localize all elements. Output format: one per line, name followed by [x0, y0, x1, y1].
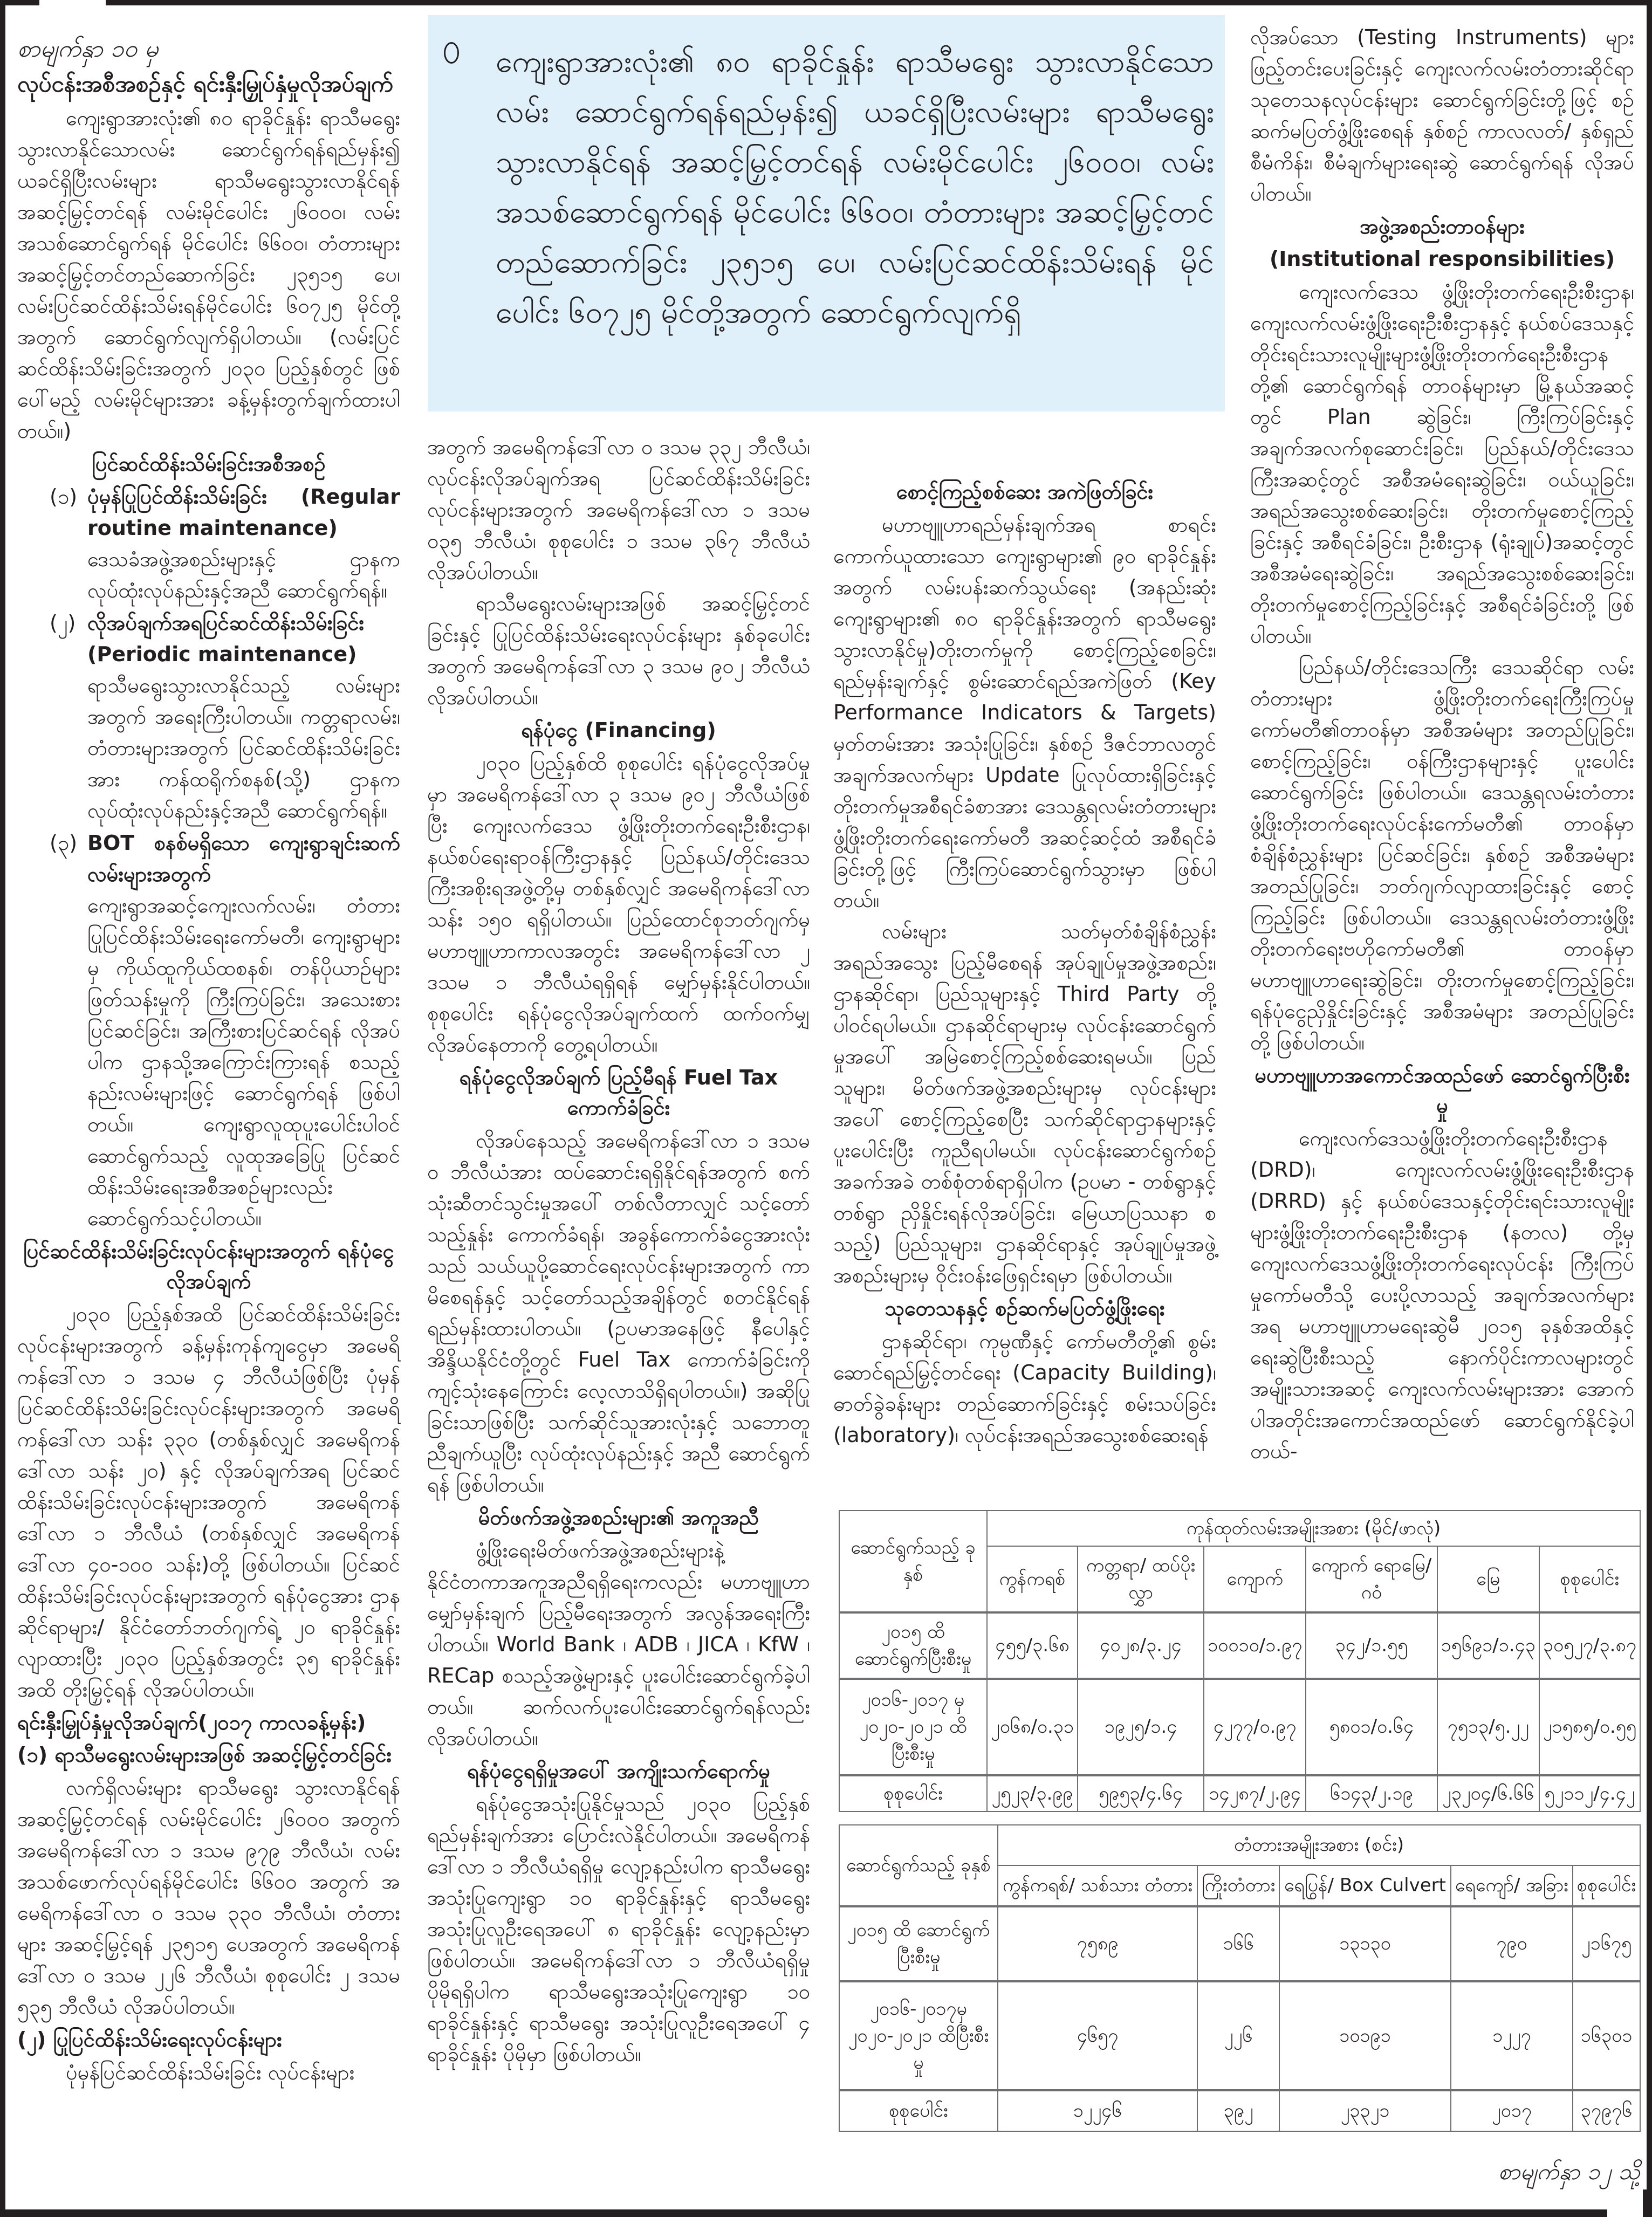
table-cell: ၄၂၇၇/၀.၉၇ [1204, 1679, 1306, 1775]
table-row-total [839, 1775, 1640, 1811]
column-header: ရေကျော်/ အခြား [1451, 1865, 1573, 1906]
table-cell: ၇၅၈၉ [998, 1906, 1197, 1982]
table-cell: ၁၂၂၄၆ [998, 2090, 1197, 2131]
paragraph: ဖွံ့ဖြိုးရေးမိတ်ဖက်အဖွဲ့အစည်းများနဲ့ နိုင်ငံတကာအကူအညီရရှိရေးကလည်း မဟာဗျူဟာမျှော်မှန်းချက် ပြည့်မီရေးအတွက် အလွန်အရေးကြီးပါတယ်။ World Bank ၊ ADB ၊ JICA ၊ KfW ၊ RECap စသည့်အဖွဲ့များနှင့် ပူးပေါင်းဆောင်ရွက်ခဲ့ပါတယ်။ ဆက်လက်ပူးပေါင်းဆောင်ရွက်ရန်လည်း လိုအပ်ပါတယ်။ [427, 1539, 810, 1750]
table-cell: ၁၅၆၉၁/၁.၄၃ [1437, 1612, 1539, 1679]
paragraph: လိုအပ်သော (Testing Instruments) များ ဖြည့်တင်းပေးခြင်းနှင့် ကျေးလက်လမ်းတံတားဆိုင်ရာ သုတေသနလုပ်ငန်းများ ဆောင်ရွက်ခြင်းတို့ဖြင့် စဉ်ဆက်မပြတ်ဖွံ့ဖြိုးစေရန် နှစ်စဉ် ကာလလတ်/ နှစ်ရှည် စီမံကိန်း၊ စီမံချက်များရေးဆွဲ ဆောင်ရွက်ရန် လိုအပ်ပါတယ်။ [1250, 25, 1634, 205]
table-cell: ၁၂၂၇ [1451, 1981, 1573, 2090]
column-4 [1250, 22, 1634, 1467]
table-cell: ၁၄၂၈၇/၂.၉၄ [1204, 1775, 1306, 1811]
paragraph: ရန်ပုံငွေအသုံးပြုနိုင်မှုသည် ၂၀၃၀ ပြည့်နှစ် ရည်မှန်းချက်အား ပြောင်းလဲနိုင်ပါတယ်။ အမေရိကန်ဒေါ်လာ ၁ ဘီလီယံရရှိမှု လျော့နည်းပါက ရာသီမရွေးအသုံးပြုကျေးရွာ ၁၀ ရာခိုင်နှုန်းနှင့် ရာသီမရွေး အသုံးပြုလူဦးရေအပေါ် ၈ ရာခိုင်နှုန်း လျော့နည်းမှာ ဖြစ်ပါတယ်။ အမေရိကန်ဒေါ်လာ ၁ ဘီလီယံရရှိမှု ပိုမိုရရှိပါက ရာသီမရွေးအသုံးပြုကျေးရွာ ၁၀ ရာခိုင်နှုန်းနှင့် ရာသီမရွေး အသုံးပြုလူဦးရေအပေါ် ၄ ရာခိုင်နှုန်း ပိုမိုမှာ ဖြစ်ပါတယ်။ [427, 1792, 810, 2066]
table-cell: ၂၁၆၇၅ [1573, 1906, 1640, 1982]
table-group-header: ကုန်ထုတ်လမ်းအမျိုးအစား (မိုင်/ဖာလုံ) [987, 1511, 1640, 1546]
section-heading: ပြင်ဆင်ထိန်းသိမ်းခြင်းအစီအစဉ် [92, 452, 326, 476]
section-heading: မိတ်ဖက်အဖွဲ့အစည်းများ၏ အကူအညီ [478, 1506, 759, 1529]
page-frame-top [106, 0, 1652, 5]
list-body: ကျေးရွာအဆင့်ကျေးလက်လမ်း၊ တံတားပြုပြင်ထိန်းသိမ်းရေးကော်မတီ၊ ကျေးရွာများမှ ကိုယ်ထူကိုယ်ထစနစ်၊ တန်ပိုယာဉ်များ ဖြတ်သန်းမှုကို ကြီးကြပ်ခြင်း၊ အသေးစားပြင်ဆင်ခြင်း၊ အကြီးစားပြင်ဆင်ရန် လိုအပ်ပါက ဌာနသို့အကြောင်းကြားရန် စသည့်နည်းလမ်းများဖြင့် ဆောင်ရွက်ရန် ဖြစ်ပါတယ်။ ကျေးရွာလူထုပူးပေါင်းပါဝင်ဆောင်ရွက်သည့် လူထုအခြေပြု ပြင်ဆင်ထိန်းသိမ်းရေးအစီအစဉ်များလည်း ဆောင်ရွက်သင့်ပါတယ်။ [87, 894, 400, 1230]
column-header: စုစုပေါင်း [1573, 1865, 1640, 1906]
table-cell: ၂၂၆ [1197, 1981, 1279, 2090]
column-header: ကွန်ကရစ် [987, 1546, 1078, 1612]
paragraph: ကျေးလက်ဒေသ ဖွံ့ဖြိုးတိုးတက်ရေးဦးစီးဌာန၊ ကျေးလက်လမ်းဖွံ့ဖြိုးရေးဦးစီးဌာနနှင့် နယ်စပ်ဒေသနှင့် တိုင်းရင်းသားလူမျိုးများဖွံ့ဖြိုးတိုးတက်ရေးဦးစီးဌာနတို့၏ ဆောင်ရွက်ရန် တာဝန်များမှာ မြို့နယ်အဆင့်တွင် Plan ဆွဲခြင်း၊ ကြီးကြပ်ခြင်းနှင့် အချက်အလက်စုဆောင်းခြင်း၊ ပြည်နယ်/တိုင်းဒေသကြီးအဆင့်တွင် အစီအမံရေးဆွဲခြင်း၊ ဝယ်ယူခြင်း၊ အရည်အသွေးစစ်ဆေးခြင်း၊ တိုးတက်မှုစောင့်ကြည့်ခြင်းနှင့် အစီရင်ခံခြင်း၊ ဦးစီးဌာန (ရုံးချုပ်)အဆင့်တွင် အစီအမံရေးဆွဲခြင်း၊ အရည်အသွေးစစ်ဆေးခြင်း၊ တိုးတက်မှုစောင့်ကြည့်ခြင်းနှင့် အစီရင်ခံခြင်းတို့ ဖြစ်ပါတယ်။ [1250, 280, 1634, 648]
continued-to-label: စာမျက်နှာ ၁၂ သို့ [1498, 2158, 1640, 2185]
column-2 [427, 431, 810, 2070]
continued-from-label: စာမျက်နှာ ၁၀ မှ [17, 35, 159, 63]
column-header: စုစုပေါင်း [1539, 1546, 1640, 1612]
table-cell: ၃၉၂ [1197, 2090, 1279, 2131]
table-cell: ၆၁၄၃/၂.၁၉ [1306, 1775, 1437, 1811]
paragraph: ၂၀၃၀ ပြည့်နှစ်ထိ စုစုပေါင်း ရန်ပုံငွေလိုအပ်မှုမှာ အမေရိကန်ဒေါ်လာ ၃ ဒသမ ၉၀၂ ဘီလီယံဖြစ်ပြီး ကျေးလက်ဒေသ ဖွံ့ဖြိုးတိုးတက်ရေးဦးစီးဌာန၊ နယ်စပ်ရေးရာဝန်ကြီးဌာနနှင့် ပြည်နယ်/တိုင်းဒေသကြီးအစိုးရအဖွဲ့တို့မှ တစ်နှစ်လျှင် အမေရိကန်ဒေါ်လာ သန်း ၁၅၀ ရရှိပါတယ်။ ပြည်ထောင်စုဘတ်ဂျက်မှ မဟာဗျူဟာကာလအတွင်း အမေရိကန်ဒေါ်လာ ၂ ဒသမ ၁ ဘီလီယံရရှိရန် မျှော်မှန်းနိုင်ပါတယ်။ စုစုပေါင်း ရန်ပုံငွေလိုအပ်ချက်ထက် ထက်ဝက်မျှလိုအပ်နေတာကို တွေ့ရပါတယ်။ [427, 751, 810, 1056]
section-heading: ရန်ပုံငွေလိုအပ်ချက် ပြည့်မီရန် Fuel Tax ကောက်ခံခြင်း [459, 1066, 778, 1120]
row-label: ၂၀၁၅ ထိ ဆောင်ရွက်ပြီးစီးမှု [839, 1906, 998, 1982]
table-row-total [839, 2090, 1640, 2131]
page-frame-bottom [1643, 2189, 1652, 2217]
row-label: ၂၀၁၆-၂၀၁၇မှ ၂၀၂၀-၂၀၂၁ ထိပြီးစီးမှု [839, 1981, 998, 2090]
column-header: ကြိုးတံတား [1197, 1865, 1279, 1906]
table-cell: ၁၉၂၅/၁.၄ [1078, 1679, 1204, 1775]
highlight-box [428, 15, 1225, 411]
table-row [839, 1981, 1640, 2090]
section-heading-english: (Institutional responsibilities) [1269, 247, 1615, 271]
row-label: စုစုပေါင်း [839, 1775, 987, 1811]
column-header: ကွန်ကရစ်/ သစ်သား တံတား [998, 1865, 1197, 1906]
list-number: (၃) [50, 831, 78, 855]
page-frame-right [1647, 0, 1652, 2189]
paragraph: ကျေးရွာအားလုံး၏ ၈၀ ရာခိုင်နှုန်း ရာသီမရွေး သွားလာနိုင်သောလမ်း ဆောင်ရွက်ရန်ရည်မှန်း၍ ယခင်ရှိပြီးလမ်းများ ရာသီမရွေးသွားလာနိုင်ရန် အဆင့်မြှင့်တင်ရန် လမ်းမိုင်ပေါင်း ၂၆၀၀၀၊ လမ်းအသစ်ဆောင်ရွက်ရန် မိုင်ပေါင်း ၆၆၀၀၊ တံတားများ အဆင့်မြှင့်တင်တည်ဆောက်ခြင်း ၂၃၅၁၅ ပေ၊ လမ်းပြင်ဆင်ထိန်းသိမ်းရန်မိုင်ပေါင်း ၆၀၇၂၅ မိုင်တို့အတွက် ဆောင်ရွက်လျက်ရှိပါတယ်။ (လမ်းပြင်ဆင်ထိန်းသိမ်းခြင်းအတွက် ၂၀၃၀ ပြည့်နှစ်တွင် ဖြစ်ပေါ်မည့် လမ်းမိုင်များအား ခန့်မှန်းတွက်ချက်ထားပါတယ်။) [17, 106, 400, 443]
table-cell: ၂၀၆၈/၀.၃၁ [987, 1679, 1078, 1775]
table-cell: ၂၀၁၇ [1451, 2090, 1573, 2131]
column-header: ကတ္တရာ/ ထပ်ပိုးလွှာ [1078, 1546, 1204, 1612]
paragraph: ၂၀၃၀ ပြည့်နှစ်အထိ ပြင်ဆင်ထိန်းသိမ်းခြင်းလုပ်ငန်းများအတွက် ခန့်မှန်းကုန်ကျငွေမှာ အမေရိကန်ဒေါ်လာ ၁ ဒသမ ၄ ဘီလီယံဖြစ်ပြီး ပုံမှန်ပြင်ဆင်ထိန်းသိမ်းခြင်းလုပ်ငန်းများအတွက် အမေရိကန်ဒေါ်လာ သန်း ၃၃၀ (တစ်နှစ်လျှင် အမေရိကန်ဒေါ်လာ သန်း ၂၀) နှင့် လိုအပ်ချက်အရ ပြင်ဆင်ထိန်းသိမ်းခြင်းလုပ်ငန်းများအတွက် အမေရိကန်ဒေါ်လာ ၁ ဘီလီယံ (တစ်နှစ်လျှင် အမေရိကန်ဒေါ်လာ ၄၀-၁၀၀ သန်း)တို့ ဖြစ်ပါတယ်။ ပြင်ဆင်ထိန်းသိမ်းခြင်းလုပ်ငန်းများအတွက် ရန်ပုံငွေအား ဌာနဆိုင်ရာများ/ နိုင်ငံတော်ဘတ်ဂျက်ရဲ့ ၂၀ ရာခိုင်နှုန်း လျာထားပြီး ၂၀၃၀ ပြည့်နှစ်အတွင်း ၃၅ ရာခိုင်နှုန်းအထိ တိုးမြှင့်ရန် လိုအပ်ပါတယ်။ [17, 1302, 400, 1701]
circle-bullet-icon [444, 42, 459, 64]
list-number: (၂) [50, 611, 76, 635]
list-body: ဒေသခံအဖွဲ့အစည်းများနှင့် ဌာနက လုပ်ထုံးလုပ်နည်းနှင့်အညီ ဆောင်ရွက်ရန်။ [87, 547, 400, 602]
table-group-header: တံတားအမျိုးအစား (စင်း) [998, 1825, 1640, 1865]
column-1 [17, 27, 400, 2088]
sub-heading: (၁) ရာသီမရွေးလမ်းများအဖြစ် အဆင့်မြှင့်တင်ခြင်း [17, 1743, 392, 1767]
table-cell: ၂၃၂၀၄/၆.၆၆ [1437, 1775, 1539, 1811]
table-cell: ၇၅၁၃/၅.၂၂ [1437, 1679, 1539, 1775]
table-cell: ၁၀၀၁၀/၁.၉၇ [1204, 1612, 1306, 1679]
list-item [17, 827, 400, 1234]
page-frame-top [0, 0, 39, 5]
table-cell: ၁၆၆ [1197, 1906, 1279, 1982]
list-heading: လိုအပ်ချက်အရပြင်ဆင်ထိန်းသိမ်းခြင်း (Periodic maintenance) [87, 611, 365, 666]
paragraph: ဌာနဆိုင်ရာ၊ ကုမ္ပဏီနှင့် ကော်မတီတို့၏ စွမ်းဆောင်ရည်မြှင့်တင်ရေး (Capacity Building)၊ ဓာတ်ခွဲခန်းများ တည်ဆောက်ခြင်းနှင့် စမ်းသပ်ခြင်း (laboratory)၊ လုပ်ငန်းအရည်အသွေးစစ်ဆေးရန် [833, 1329, 1216, 1447]
table-row [839, 1679, 1640, 1775]
table-cell: ၅၂၁၁၂/၄.၄၂ [1539, 1775, 1640, 1811]
table-cell: ၁၆၃၀၁ [1573, 1981, 1640, 2090]
row-label: ၂၀၁၆-၂၀၁၇ မှ ၂၀၂၀-၂၀၂၁ ထိပြီးစီးမှု [839, 1679, 987, 1775]
section-heading: ရန်ပုံငွေရရှိမှုအပေါ် အကျိုးသက်ရောက်မှု [467, 1759, 770, 1783]
paragraph: အတွက် အမေရိကန်ဒေါ်လာ ၀ ဒသမ ၃၃၂ ဘီလီယံ၊ လုပ်ငန်းလိုအပ်ချက်အရ ပြင်ဆင်ထိန်းသိမ်းခြင်းလုပ်ငန်းများအတွက် အမေရိကန်ဒေါ်လာ ၁ ဒသမ ၀၃၅ ဘီလီယံ၊ စုစုပေါင်း ၁ ဒသမ ၃၆၇ ဘီလီယံ လိုအပ်ပါတယ်။ [427, 435, 810, 584]
column-header: ရေပြွန်/ Box Culvert [1279, 1865, 1450, 1906]
table-cell: ၅၈၀၁/၀.၆၄ [1306, 1679, 1437, 1775]
table-cell: ၂၁၅၈၅/၀.၅၅ [1539, 1679, 1640, 1775]
table-cell: ၂၃၃၂၁ [1279, 2090, 1450, 2131]
table-cell: ၇၉၀ [1451, 1906, 1573, 1982]
section-heading: ရင်းနှီးမြှုပ်နှံမှုလိုအပ်ချက်(၂၀၁၇ ကာလခန့်မှန်း) [17, 1711, 366, 1734]
table-cell: ၃၀၅၂၇/၃.၈၇ [1539, 1612, 1640, 1679]
column-3 [833, 475, 1216, 1451]
section-heading: ပြင်ဆင်ထိန်းသိမ်းခြင်းလုပ်ငန်းများအတွက် ရန်ပုံငွေလိုအပ်ချက် [23, 1239, 394, 1293]
table-cell: ၃၄၂/၁.၅၅ [1306, 1612, 1437, 1679]
table-cell: ၃၇၉၇၆ [1573, 2090, 1640, 2131]
table-cell: ၁၃၁၃၀ [1279, 1906, 1450, 1982]
table-corner-header: ဆောင်ရွက်သည့် ခုနှစ် [839, 1511, 987, 1612]
section-heading: ရန်ပုံငွေ (Financing) [521, 718, 716, 742]
table-row [839, 1612, 1640, 1679]
list-heading: ပုံမှန်ပြုပြင်ထိန်းသိမ်းခြင်း (Regular routine maintenance) [87, 485, 400, 540]
list-item [17, 607, 400, 826]
row-label: ၂၀၁၅ ထိ ဆောင်ရွက်ပြီးစီးမှု [839, 1612, 987, 1679]
table-cell: ၄၅၅/၃.၆၈ [987, 1612, 1078, 1679]
column-header: ကျောက် ရောမြေ/ဂဝံ [1306, 1546, 1437, 1612]
page-frame-left [0, 0, 5, 2217]
roads-table [839, 1510, 1641, 1812]
column-header: ကျောက် [1204, 1546, 1306, 1612]
paragraph: ပြည်နယ်/တိုင်းဒေသကြီး ဒေသဆိုင်ရာ လမ်းတံတားများ ဖွံ့ဖြိုးတိုးတက်ရေးကြီးကြပ်မှု ကော်မတီ၏တာဝန်မှာ အစီအမံများ အတည်ပြုခြင်း၊ စောင့်ကြည့်ခြင်း၊ ဝန်ကြီးဌာနများနှင့် ပူးပေါင်းဆောင်ရွက်ခြင်း ဖြစ်ပါတယ်။ ဒေသန္တရလမ်းတံတား ဖွံ့ဖြိုးတိုးတက်ရေးလုပ်ငန်းကော်မတီ၏ တာဝန်မှာ စံချိန်စံညွှန်းများ ပြင်ဆင်ခြင်း၊ နှစ်စဉ် အစီအမံများ အတည်ပြုခြင်း၊ ဘတ်ဂျက်လျာထားခြင်းနှင့် စောင့်ကြည့်ခြင်း ဖြစ်ပါတယ်။ ဒေသန္တရလမ်းတံတားဖွံ့ဖြိုးတိုးတက်ရေးဗဟိုကော်မတီ၏ တာဝန်မှာ မဟာဗျူဟာရေးဆွဲခြင်း၊ တိုးတက်မှုစောင့်ကြည့်ခြင်း၊ ရန်ပုံငွေညှိနှိုင်းခြင်းနှင့် အစီအမံများ အတည်ပြုခြင်းတို့ ဖြစ်ပါတယ်။ [1250, 655, 1634, 1054]
list-heading: BOT စနစ်မရှိသော ကျေးရွာချင်းဆက် လမ်းများအတွက် [87, 831, 400, 886]
sub-heading: (၂) ပြုပြင်ထိန်းသိမ်းရေးလုပ်ငန်းများ [17, 2028, 282, 2051]
bridges-table [839, 1824, 1641, 2132]
list-item [17, 481, 400, 606]
section-heading: အဖွဲ့အစည်းတာဝန်များ [1360, 215, 1525, 238]
paragraph: ကျေးလက်ဒေသဖွံ့ဖြိုးတိုးတက်ရေးဦးစီးဌာန (DRD)၊ ကျေးလက်လမ်းဖွံ့ဖြိုးရေးဦးစီးဌာန (DRRD) နှင့် နယ်စပ်ဒေသနှင့်တိုင်းရင်းသားလူမျိုးများဖွံ့ဖြိုးတိုးတက်ရေးဦးစီးဌာန (နတလ) တို့မှ ကျေးလက်ဒေသဖွံ့ဖြိုးတိုးတက်ရေးလုပ်ငန်း ကြီးကြပ်မှုကော်မတီသို့ ပေးပို့လာသည့် အချက်အလက်များအရ မဟာဗျူဟာမရေးဆွဲမီ ၂၀၁၅ ခုနှစ်အထိနှင့် ရေးဆွဲပြီးစီးသည့် နောက်ပိုင်းကာလများတွင် အမျိုးသားအဆင့် ကျေးလက်လမ်းများအား အောက်ပါအတိုင်းအကောင်အထည်ဖော် ဆောင်ရွက်နိုင်ခဲ့ပါတယ်- [1250, 1127, 1634, 1463]
table-cell: ၂၅၂၃/၃.၉၉ [987, 1775, 1078, 1811]
paragraph: လိုအပ်နေသည့် အမေရိကန်ဒေါ်လာ ၁ ဒသမ ၀ ဘီလီယံအား ထပ်ဆောင်းရရှိနိုင်ရန်အတွက် စက်သုံးဆီတင်သွင်းမှုအပေါ် တစ်လီတာလျှင် သင့်တော်သည့်နှုန်း ကောက်ခံရန်၊ အခွန်ကောက်ခံငွေအားလုံးသည် သယ်ယူပို့ဆောင်ရေးလုပ်ငန်းများအတွက် ကာမိစေရန်နှင့် သင့်တော်သည့်အချိန်တွင် စတင်နိုင်ရန် ရည်မှန်းထားပါတယ်။ (ဥပမာအနေဖြင့် နီပေါနှင့် အိန္ဒိယနိုင်ငံတို့တွင် Fuel Tax ကောက်ခံခြင်းကို ကျင့်သုံးနေကြောင်း လေ့လာသိရှိရပါတယ်။) အဆိုပြုခြင်းသာဖြစ်ပြီး သက်ဆိုင်သူအားလုံးနှင့် သဘောတူညီချက်ယူပြီး လုပ်ထုံးလုပ်နည်းနှင့် အညီ ဆောင်ရွက်ရန် ဖြစ်ပါတယ်။ [427, 1129, 810, 1497]
list-body: ရာသီမရွေးသွားလာနိုင်သည့် လမ်းများအတွက် အရေးကြီးပါတယ်။ ကတ္တရာလမ်း၊ တံတားများအတွက် ပြင်ဆင်ထိန်းသိမ်းခြင်းအား ကန်ထရိုက်စနစ်(သို့) ဌာနက လုပ်ထုံးလုပ်နည်းနှင့်အညီ ဆောင်ရွက်ရန်။ [87, 674, 400, 822]
section-heading: မဟာဗျူဟာအကောင်အထည်ဖော် ဆောင်ရွက်ပြီးစီးမှု [1255, 1063, 1630, 1117]
table-cell: ၅၉၅၃/၄.၆၄ [1078, 1775, 1204, 1811]
section-heading: သုတေသနနှင့် စဉ်ဆက်မပြတ်ဖွံ့ဖြိုးရေး [885, 1296, 1165, 1320]
paragraph: ရာသီမရွေးလမ်းများအဖြစ် အဆင့်မြှင့်တင်ခြင်းနှင့် ပြုပြင်ထိန်းသိမ်းရေးလုပ်ငန်းများ နှစ်ခုပေါင်းအတွက် အမေရိကန်ဒေါ်လာ ၃ ဒသမ ၉၀၂ ဘီလီယံ လိုအပ်ပါတယ်။ [427, 592, 810, 709]
paragraph: ပုံမှန်ပြင်ဆင်ထိန်းသိမ်းခြင်း လုပ်ငန်းများ [66, 2061, 355, 2084]
row-label: စုစုပေါင်း [839, 2090, 998, 2131]
table-corner-header: ဆောင်ရွက်သည့် ခုနှစ် [839, 1825, 998, 1906]
paragraph: လမ်းများ သတ်မှတ်စံချိန်စံညွှန်း အရည်အသွေး ပြည့်မီစေရန် အုပ်ချုပ်မှုအဖွဲ့အစည်း၊ ဌာနဆိုင်ရာ၊ ပြည်သူများနှင့် Third Party တို့ ပါဝင်ရပါမယ်။ ဌာနဆိုင်ရာများမှ လုပ်ငန်းဆောင်ရွက်မှုအပေါ် အမြဲစောင့်ကြည့်စစ်ဆေးရမယ်။ ပြည်သူများ၊ မိတ်ဖက်အဖွဲ့အစည်းများမှ လုပ်ငန်းများအပေါ် စောင့်ကြည့်စေပြီး သက်ဆိုင်ရာဌာနများနှင့် ပူးပေါင်းပြီး ကူညီရပါမယ်။ လုပ်ငန်းဆောင်ရွက်စဉ် အခက်အခဲ တစ်စုံတစ်ရာရှိပါက (ဥပမာ - တစ်ရွာနှင့်တစ်ရွာ ညှိနှိုင်းရန်လိုအပ်ခြင်း၊ မြေယာပြဿနာ စသည့်) ပြည်သူများ၊ ဌာနဆိုင်ရာနှင့် အုပ်ချုပ်မှုအဖွဲ့အစည်းများမှ ဝိုင်းဝန်းဖြေရှင်းရမှာ ဖြစ်ပါတယ်။ [833, 919, 1216, 1287]
paragraph: လက်ရှိလမ်းများ ရာသီမရွေး သွားလာနိုင်ရန် အဆင့်မြှင့်တင်ရန် လမ်းမိုင်ပေါင်း ၂၆၀၀၀ အတွက် အမေရိကန်ဒေါ်လာ ၁ ဒသမ ၉၇၉ ဘီလီယံ၊ လမ်းအသစ်ဖောက်လုပ်ရန်မိုင်ပေါင်း ၆၆၀၀ အတွက် အမေရိကန်ဒေါ်လာ ၀ ဒသမ ၃၃၀ ဘီလီယံ၊ တံတားများ အဆင့်မြှင့်ရန် ၂၃၅၁၅ ပေအတွက် အမေရိကန်ဒေါ်လာ ၀ ဒသမ ၂၂၆ ဘီလီယံ၊ စုစုပေါင်း ၂ ဒသမ ၅၃၅ ဘီလီယံ လိုအပ်ပါတယ်။ [17, 1776, 400, 2019]
section-heading: စောင့်ကြည့်စစ်ဆေး အကဲဖြတ်ခြင်း [896, 480, 1154, 504]
table-cell: ၄၆၅၇ [998, 1981, 1197, 2090]
column-header: မြေ [1437, 1546, 1539, 1612]
paragraph: မဟာဗျူဟာရည်မှန်းချက်အရ စာရင်းကောက်ယူထားသော ကျေးရွာများ၏ ၉၀ ရာခိုင်နှုန်းအတွက် လမ်းပန်းဆက်သွယ်ရေး (အနည်းဆုံး ကျေးရွာများ၏ ၈၀ ရာခိုင်နှုန်းအတွက် ရာသီမရွေး သွားလာနိုင်မှု)တိုးတက်မှုကို စောင့်ကြည့်စေခြင်း၊ ရည်မှန်းချက်နှင့် စွမ်းဆောင်ရည်အကဲဖြတ် (Key Performance Indicators & Targets) မှတ်တမ်းအား အသုံးပြုခြင်း၊ နှစ်စဉ် ဒီဇင်ဘာလတွင် အချက်အလက်များ Update ပြုလုပ်ထားရှိခြင်းနှင့် တိုးတက်မှုအစီရင်ခံစာအား ဒေသန္တရလမ်းတံတားများ ဖွံ့ဖြိုးတိုးတက်ရေးကော်မတီ အဆင့်ဆင့်ထံ အစီရင်ခံခြင်းတို့ဖြင့် ကြီးကြပ်ဆောင်ရွက်သွားမှာ ဖြစ်ပါတယ်။ [833, 513, 1216, 912]
list-number: (၁) [50, 485, 78, 509]
page-frame-bottom [0, 2209, 1607, 2217]
table-cell: ၁၀၁၉၁ [1279, 1981, 1450, 2090]
article-title: လုပ်ငန်းအစီအစဉ်နှင့် ရင်းနှီးမြှုပ်နှံမှုလိုအပ်ချက် [17, 71, 393, 97]
highlight-text: ကျေးရွာအားလုံး၏ ၈၀ ရာခိုင်နှုန်း ရာသီမရွေး သွားလာနိုင်သောလမ်း ဆောင်ရွက်ရန်ရည်မှန်း၍ ယခင်ရှိပြီးလမ်းများ ရာသီမရွေးသွားလာနိုင်ရန် အဆင့်မြှင့်တင်ရန် လမ်းမိုင်ပေါင်း ၂၆၀၀၀၊ လမ်းအသစ်ဆောင်ရွက်ရန် မိုင်ပေါင်း ၆၆၀၀၊ တံတားများ အဆင့်မြှင့်တင်တည်ဆောက်ခြင်း ၂၃၅၁၅ ပေ၊ လမ်းပြင်ဆင်ထိန်းသိမ်းရန် မိုင်ပေါင်း ၆၀၇၂၅ မိုင်တို့အတွက် ဆောင်ရွက်လျက်ရှိ [496, 44, 1214, 330]
table-row [839, 1906, 1640, 1982]
table-cell: ၄၀၂၈/၃.၂၄ [1078, 1612, 1204, 1679]
